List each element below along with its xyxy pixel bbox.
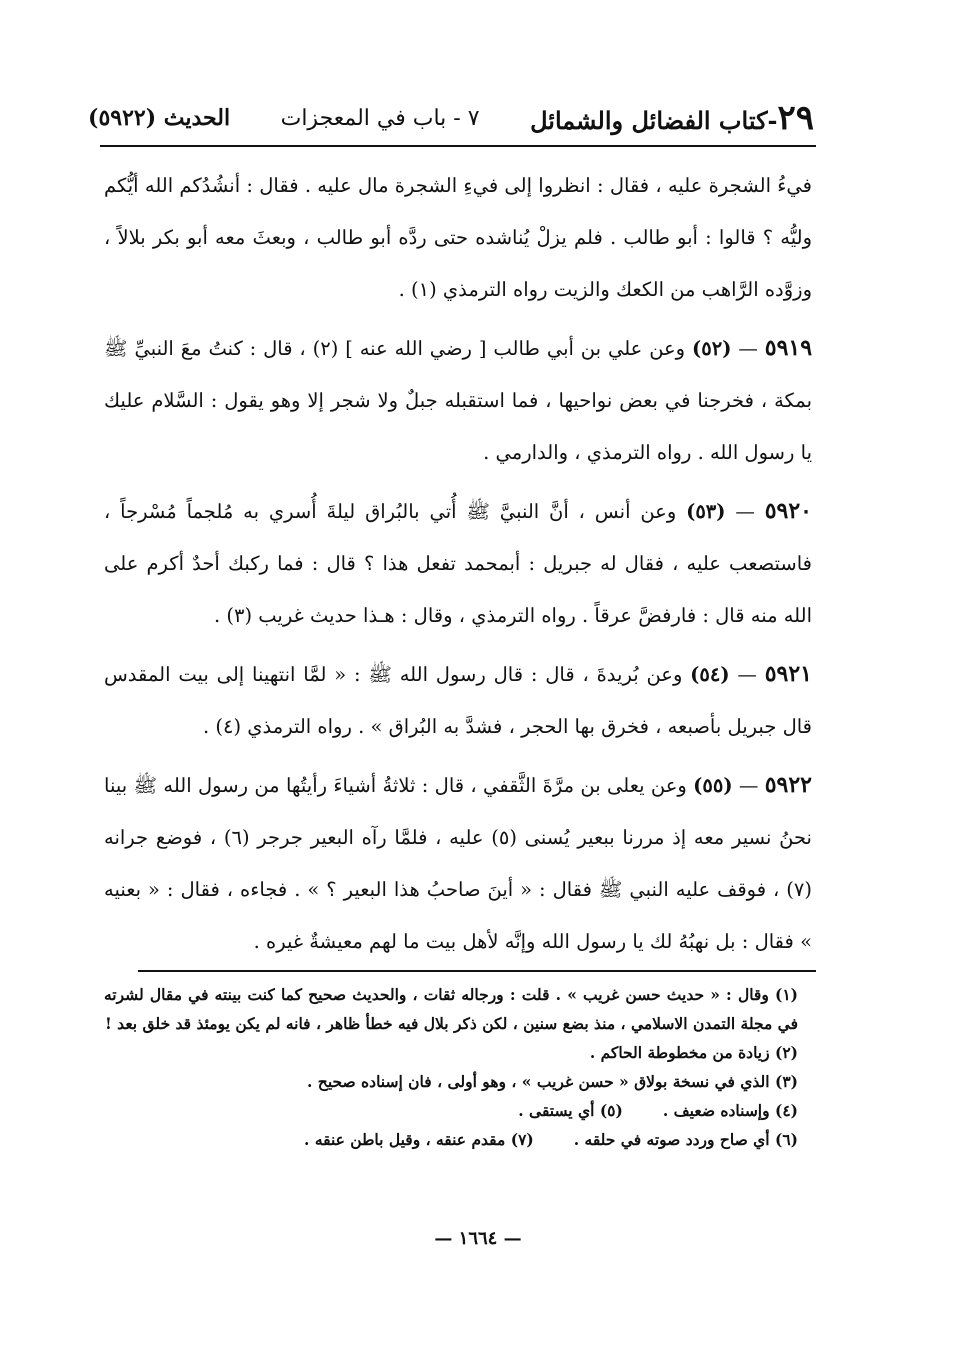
paragraph-text: وعن يعلى بن مرَّةَ الثَّقفي ، قال : ثلاثةُ أشياءَ رأيتُها من رسول الله ﷺ بينا نحنُ نسير معه إذ مررنا ببعير يُسنى (٥) عليه ، فلمَّا رآه البعير جرجر (٦) ، فوضع جرانه (٧) ، فوقف عليه النبي ﷺ فقال : « أينَ صاحبُ هذا البعير ؟ » . فجاءه ، فقال : « بعنيه » فقال : بل نهبُهُ لك يا رسول الله وإنَّه لأهل بيت ما لهم معيشةٌ غيره . — [104, 774, 812, 953]
book-title — [530, 98, 814, 138]
dash: — — [729, 663, 757, 686]
footnote-1: (١) وقال : « حديث حسن غريب » . قلت : ورجاله ثقات ، والحديث صحيح كما كنت بينته في مقال لشرته في مجلة التمدن الاسلامي ، منذ بضع سنين ، لكن ذكر بلال فيه خطأ ظاهر ، فانه لم يكن يومئذ قد خلق بعد ! — [104, 985, 798, 1033]
hadith-paragraph — [104, 485, 812, 642]
hadith-number: ٥٩١٩ — [764, 335, 813, 361]
hadith-range: الحديث (٥٩٢٢) — [88, 105, 231, 131]
footnote-4: (٤) وإسناده ضعيف . — [662, 1101, 798, 1120]
hadith-number: ٥٩٢٠ — [764, 498, 812, 524]
hadith-number: ٥٩٢٢ — [764, 772, 812, 798]
footnote-3: (٣) الذي في نسخة بولاق « حسن غريب » ، وهو أولى ، فان إسناده صحيح . — [307, 1072, 798, 1091]
header-divider — [100, 145, 816, 147]
hadith-sub-number: (٥٣) — [686, 500, 726, 523]
footnote-7: (٧) مقدم عنقه ، وقيل باطن عنقه . — [304, 1130, 534, 1149]
paragraph-text: وعن بُريدةَ ، قال : قال رسول الله ﷺ : « لمَّا انتهينا إلى بيت المقدس قال جبريل بأصبعه ، فخرق بها الحجر ، فشدَّ به البُراق » . رواه الترمذي (٤) . — [104, 663, 812, 738]
page-number: — ١٦٦٤ — — [434, 1228, 522, 1249]
paragraph-text: وعن أنس ، أنَّ النبيَّ ﷺ أُتي بالبُراق ليلةَ أُسري به مُلجماً مُسْرجاً ، فاستصعب عليه ، فقال له جبريل : أبمحمد تفعل هذا ؟ قال : فما ركبك أحدٌ أكرم على الله منه قال : فارفضَّ عرقاً . رواه الترمذي ، وقال : هـذا حديث غريب (٣) . — [104, 500, 812, 627]
dash: — — [732, 774, 759, 797]
book-number: ٢٩ — [777, 98, 814, 138]
dash: — — [725, 500, 755, 523]
hadith-sub-number: (٥٥) — [693, 774, 733, 797]
hadith-sub-number: (٥٤) — [690, 663, 730, 686]
footnote-divider — [138, 970, 816, 972]
footnote-row-4-5 — [104, 1096, 812, 1125]
main-text — [104, 160, 812, 974]
paragraph-text: فيءُ الشجرة عليه ، فقال : انظروا إلى فيءِ الشجرة مال عليه . فقال : أنشُدُكم الله أيُّكم وليُّه ؟ قالوا : أبو طالب . فلم يزلْ يُناشده حتى ردَّه أبو طالب ، وبعثَ معه أبو بكر بلالاً ، وزوَّده الرَّاهب من الكعك والزيت رواه الترمذي (١) . — [104, 174, 812, 301]
hadith-number: ٥٩٢١ — [764, 661, 812, 687]
running-header — [88, 92, 814, 144]
paragraph-continuation — [104, 160, 812, 316]
hadith-paragraph — [104, 759, 812, 968]
footnotes — [104, 980, 812, 1154]
hadith-paragraph — [104, 648, 812, 753]
footnote-5: (٥) أي يستقى . — [518, 1101, 623, 1120]
dash: — — [731, 337, 758, 360]
footnote-6: (٦) أي صاح وردد صوته في حلقه . — [573, 1130, 798, 1149]
footnote-row-6-7 — [104, 1125, 812, 1154]
book-title-text: -كتاب الفضائل والشمائل — [530, 106, 778, 135]
hadith-paragraph — [104, 322, 812, 479]
paragraph-text: وعن علي بن أبي طالب [ رضي الله عنه ] (٢) ، قال : كنتُ معَ النبيِّ ﷺ بمكة ، فخرجنا في بعض نواحيها ، فما استقبله جبلٌ ولا شجر إلا وهو يقول : السَّلام عليك يا رسول الله . رواه الترمذي ، والدارمي . — [104, 337, 812, 464]
hadith-sub-number: (٥٢) — [692, 337, 732, 360]
chapter-title: ٧ - باب في المعجزات — [280, 105, 480, 131]
footnote-2: (٢) زيادة من مخطوطة الحاكم . — [589, 1043, 798, 1062]
